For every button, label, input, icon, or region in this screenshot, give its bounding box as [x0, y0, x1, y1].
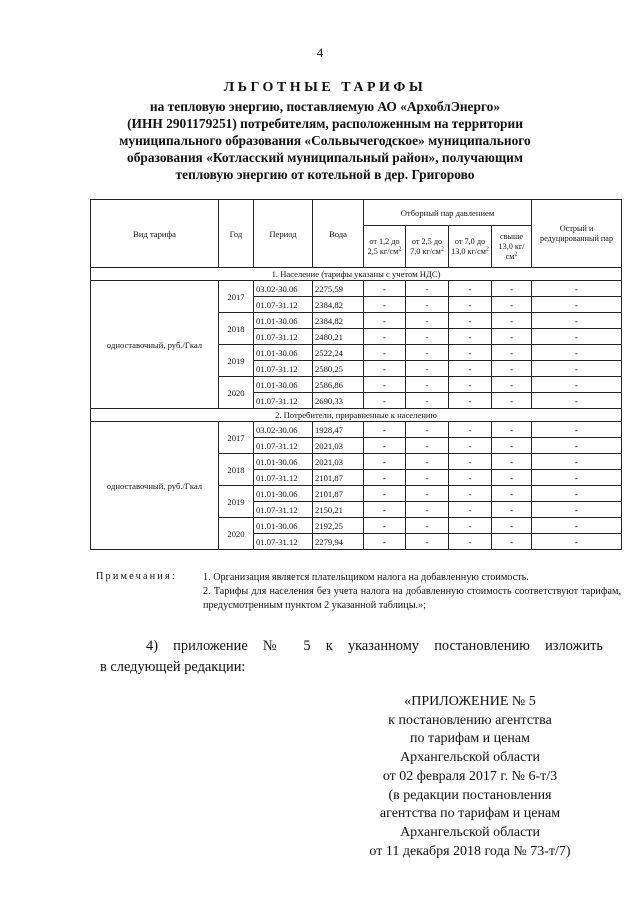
steam-p1-cell: -	[364, 502, 406, 518]
steam-p3-cell: -	[449, 297, 492, 313]
steam-sharp-cell: -	[532, 534, 622, 550]
water-cell: 2690,33	[313, 393, 364, 409]
steam-p2-cell: -	[406, 422, 449, 438]
period-cell: 01.07-31.12	[254, 393, 313, 409]
year-cell: 2017	[219, 281, 254, 313]
water-cell: 2021,03	[313, 438, 364, 454]
steam-p3-cell: -	[449, 502, 492, 518]
period-cell: 01.01-30.06	[254, 518, 313, 534]
steam-sharp-cell: -	[532, 486, 622, 502]
steam-p4-cell: -	[492, 281, 532, 297]
tariff-type-cell: одноставочный, руб./Гкал	[91, 281, 219, 409]
steam-sharp-cell: -	[532, 393, 622, 409]
water-cell: 2275,59	[313, 281, 364, 297]
steam-p1-cell: -	[364, 281, 406, 297]
steam-p4-cell: -	[492, 377, 532, 393]
steam-p3-cell: -	[449, 329, 492, 345]
steam-sharp-cell: -	[532, 345, 622, 361]
notes-label: Примечания:	[96, 571, 177, 582]
steam-p3-cell: -	[449, 313, 492, 329]
header-pressure-4: свыше 13,0 $кг/см^2$	[492, 226, 532, 268]
steam-p3-cell: -	[449, 377, 492, 393]
water-cell: 2384,82	[313, 297, 364, 313]
appendix-line: (в редакции постановления	[388, 787, 552, 803]
steam-p4-cell: -	[492, 486, 532, 502]
steam-p1-cell: -	[364, 361, 406, 377]
appendix-line: «ПРИЛОЖЕНИЕ № 5	[404, 694, 536, 709]
year-cell: 2020	[219, 377, 254, 409]
title-line: образования «Котласский муниципальный район», получающим	[127, 150, 523, 165]
title-line: тепловую энергию от котельной в дер. Григорово	[175, 167, 475, 182]
steam-sharp-cell: -	[532, 438, 622, 454]
header-pressure-1: от 1,2 до 2,5 $кг/см^2$	[364, 226, 406, 268]
paragraph-4-line-1: 4) приложение № 5 к указанному постановлению изложить	[146, 638, 603, 654]
steam-p2-cell: -	[406, 502, 449, 518]
header-steam-group: Отборный пар давлением	[364, 200, 532, 226]
period-cell: 01.01-30.06	[254, 377, 313, 393]
steam-sharp-cell: -	[532, 377, 622, 393]
steam-sharp-cell: -	[532, 313, 622, 329]
steam-p4-cell: -	[492, 313, 532, 329]
steam-p1-cell: -	[364, 454, 406, 470]
water-cell: 2192,25	[313, 518, 364, 534]
year-cell: 2020	[219, 518, 254, 550]
section-row	[91, 268, 622, 281]
water-cell: 2279,94	[313, 534, 364, 550]
table-row	[91, 422, 622, 438]
period-cell: 01.01-30.06	[254, 454, 313, 470]
section-title: 2. Потребители, приравненные к населению	[91, 409, 622, 422]
year-cell: 2019	[219, 486, 254, 518]
steam-p1-cell: -	[364, 438, 406, 454]
steam-p1-cell: -	[364, 377, 406, 393]
period-cell: 01.07-31.12	[254, 361, 313, 377]
steam-p2-cell: -	[406, 281, 449, 297]
steam-p3-cell: -	[449, 281, 492, 297]
steam-p3-cell: -	[449, 345, 492, 361]
appendix-line: Архангельской области	[400, 750, 540, 766]
steam-p2-cell: -	[406, 393, 449, 409]
tariff-type-cell: одноставочный, руб./Гкал	[91, 422, 219, 550]
header-year: Год	[219, 200, 254, 268]
steam-p4-cell: -	[492, 518, 532, 534]
header-pressure-3: от 7,0 до 13,0 $кг/см^2$	[449, 226, 492, 268]
steam-p4-cell: -	[492, 502, 532, 518]
period-cell: 01.07-31.12	[254, 329, 313, 345]
title-line: на тепловую энергию, поставляемую АО «АрхоблЭнерго»	[149, 99, 501, 114]
steam-p2-cell: -	[406, 534, 449, 550]
steam-p1-cell: -	[364, 297, 406, 313]
steam-p4-cell: -	[492, 454, 532, 470]
steam-p1-cell: -	[364, 313, 406, 329]
period-cell: 01.07-31.12	[254, 502, 313, 518]
period-cell: 01.01-30.06	[254, 345, 313, 361]
paragraph-4	[100, 636, 603, 678]
steam-p3-cell: -	[449, 422, 492, 438]
title-main: ЛЬГОТНЫЕ ТАРИФЫ	[223, 80, 427, 95]
steam-p3-cell: -	[449, 361, 492, 377]
steam-sharp-cell: -	[532, 329, 622, 345]
steam-p2-cell: -	[406, 486, 449, 502]
water-cell: 2101,87	[313, 486, 364, 502]
steam-p2-cell: -	[406, 329, 449, 345]
steam-p4-cell: -	[492, 422, 532, 438]
year-cell: 2019	[219, 345, 254, 377]
section-row	[91, 409, 622, 422]
period-cell: 03.02-30.06	[254, 422, 313, 438]
water-cell: 1928,47	[313, 422, 364, 438]
water-cell: 2101,87	[313, 470, 364, 486]
note-2: 2. Тарифы для населения без учета налога на добавленную стоимость соответствуют тарифам, предусмотренным пунктом 2 указанной таблицы.»;	[203, 586, 621, 611]
page-number: 4	[316, 45, 324, 60]
steam-p4-cell: -	[492, 393, 532, 409]
appendix-heading	[330, 693, 610, 861]
steam-p2-cell: -	[406, 361, 449, 377]
period-cell: 01.01-30.06	[254, 486, 313, 502]
steam-sharp-cell: -	[532, 297, 622, 313]
document-title	[70, 80, 580, 183]
steam-p2-cell: -	[406, 438, 449, 454]
appendix-line: агентства по тарифам и ценам	[379, 806, 561, 822]
period-cell: 01.07-31.12	[254, 534, 313, 550]
water-cell: 2150,21	[313, 502, 364, 518]
note-1: 1. Организация является плательщиком налога на добавленную стоимость.	[203, 572, 529, 583]
steam-p1-cell: -	[364, 534, 406, 550]
appendix-line: от 11 декабря 2018 года № 73-т/7)	[369, 843, 571, 859]
steam-p4-cell: -	[492, 345, 532, 361]
water-cell: 2384,82	[313, 313, 364, 329]
header-tariff-type: Вид тарифа	[91, 200, 219, 268]
title-line: муниципального образования «Сольвычегодское» муниципального	[119, 133, 531, 148]
steam-p1-cell: -	[364, 486, 406, 502]
year-cell: 2017	[219, 422, 254, 454]
appendix-line: от 02 февраля 2017 г. № 6-т/3	[382, 768, 558, 784]
water-cell: 2021,03	[313, 454, 364, 470]
section-title: 1. Население (тарифы указаны с учетом НДС)	[91, 268, 622, 281]
steam-p2-cell: -	[406, 518, 449, 534]
table-row	[91, 281, 622, 297]
header-sharp-steam: Острый и редуцированный пар	[532, 200, 622, 268]
steam-p2-cell: -	[406, 470, 449, 486]
steam-sharp-cell: -	[532, 518, 622, 534]
steam-p3-cell: -	[449, 486, 492, 502]
steam-p3-cell: -	[449, 393, 492, 409]
steam-p3-cell: -	[449, 454, 492, 470]
steam-p2-cell: -	[406, 377, 449, 393]
period-cell: 01.07-31.12	[254, 470, 313, 486]
steam-p4-cell: -	[492, 329, 532, 345]
appendix-line: к постановлению агентства	[388, 712, 552, 728]
steam-p1-cell: -	[364, 422, 406, 438]
water-cell: 2480,21	[313, 329, 364, 345]
steam-sharp-cell: -	[532, 502, 622, 518]
steam-p2-cell: -	[406, 313, 449, 329]
water-cell: 2586,86	[313, 377, 364, 393]
steam-sharp-cell: -	[532, 422, 622, 438]
steam-p1-cell: -	[364, 470, 406, 486]
steam-p4-cell: -	[492, 361, 532, 377]
appendix-line: по тарифам и ценам	[410, 731, 530, 747]
header-period: Период	[254, 200, 313, 268]
year-cell: 2018	[219, 454, 254, 486]
period-cell: 03.02-30.06	[254, 281, 313, 297]
period-cell: 01.07-31.12	[254, 297, 313, 313]
steam-p4-cell: -	[492, 297, 532, 313]
steam-p2-cell: -	[406, 297, 449, 313]
steam-sharp-cell: -	[532, 454, 622, 470]
water-cell: 2580,25	[313, 361, 364, 377]
water-cell: 2522,24	[313, 345, 364, 361]
tariffs-table	[90, 199, 622, 550]
period-cell: 01.07-31.12	[254, 438, 313, 454]
tariffs-table-body	[91, 268, 622, 550]
header-pressure-2: от 2,5 до 7,0 $кг/см^2$	[406, 226, 449, 268]
steam-p2-cell: -	[406, 345, 449, 361]
steam-sharp-cell: -	[532, 470, 622, 486]
steam-sharp-cell: -	[532, 361, 622, 377]
steam-p3-cell: -	[449, 518, 492, 534]
steam-p3-cell: -	[449, 470, 492, 486]
year-cell: 2018	[219, 313, 254, 345]
steam-p1-cell: -	[364, 518, 406, 534]
steam-p4-cell: -	[492, 438, 532, 454]
steam-p4-cell: -	[492, 470, 532, 486]
title-line: (ИНН 2901179251) потребителям, расположенным на территории	[127, 116, 523, 131]
steam-p3-cell: -	[449, 534, 492, 550]
appendix-line: Архангельской области	[400, 824, 540, 840]
steam-p3-cell: -	[449, 438, 492, 454]
steam-p2-cell: -	[406, 454, 449, 470]
steam-p1-cell: -	[364, 393, 406, 409]
header-water: Вода	[313, 200, 364, 268]
period-cell: 01.01-30.06	[254, 313, 313, 329]
paragraph-4-line-2: в следующей редакции:	[100, 659, 246, 675]
steam-sharp-cell: -	[532, 281, 622, 297]
steam-p1-cell: -	[364, 329, 406, 345]
steam-p1-cell: -	[364, 345, 406, 361]
steam-p4-cell: -	[492, 534, 532, 550]
